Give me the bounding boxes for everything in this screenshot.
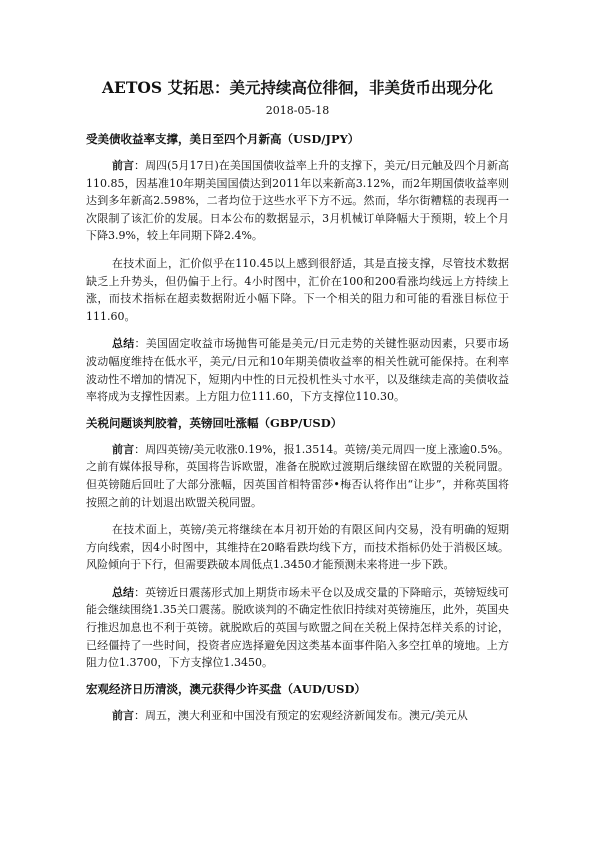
paragraph-lead: 前言 (112, 708, 134, 722)
paragraph (86, 335, 509, 405)
paragraph-text: 英镑近日震荡形式加上期货市场未平仓以及成交量的下降暗示，英镑短线可能会继续围绕1.35关口震荡。脱欧谈判的不确定性依旧持续对英镑施压，此外，英国央行推迟加息也不利于英镑。就脱欧后的英国与欧盟之间在关税上保持怎样关系的讨论，已经僵持了一些时间，投资者应选择避免因这类基本面事件陷入多空扛单的境地。上方阻力位1.3700，下方支撑位1.3450。 (86, 585, 510, 670)
document-title: AETOS 艾拓思：美元持续高位徘徊，非美货币出现分化 (102, 78, 493, 97)
paragraph-lead-separator: ： (134, 442, 146, 456)
paragraph-lead-separator: ： (134, 585, 146, 599)
section-gbp-usd (86, 416, 509, 672)
paragraph (86, 255, 509, 325)
paragraph-text: 周四(5月17日)在美国国债收益率上升的支撑下，美元/日元触及四个月新高110.85，因基准10年期美国国债达到2011年以来新高3.12%，而2年期国债收益率则达到多年新高2.598%，二者均位于这些水平下方不远。然而，华尔街糟糕的表现再一次限制了该汇价的发展。日本公布的数据显示，3月机械订单降幅大于预期，较上个月下降3.9%，较上年同期下降2.4%。 (86, 159, 510, 243)
paragraph-text: 在技术面上，英镑/美元将继续在本月初开始的有限区间内交易，没有明确的短期方向线索，因4小时图中，其维持在20略看跌均线下方，而技术指标仍处于消极区域。风险倾向于下行，但需要跌破本周低点1.3450才能预测未来将进一步下跌。 (86, 523, 509, 572)
section-heading: 关税问题谈判胶着，英镑回吐涨幅（GBP/USD） (86, 415, 343, 430)
paragraph-text: 美国固定收益市场抛售可能是美元/日元走势的关键性驱动因素，只要市场波动幅度维持在低水平，美元/日元和10年期美债收益率的相关性就可能保持。在利率波动性不增加的情况下，短期内中性的日元投机性头寸水平，以及继续走高的美债收益率将成为支撑性因素。上方阻力位111.60，下方支撑位110.30。 (86, 337, 510, 404)
paragraph-text: 周四英镑/美元收涨0.19%，报1.3514。英镑/美元周四一度上涨逾0.5%。之前有媒体报导称，英国将告诉欧盟，准备在脱欧过渡期后继续留在欧盟的关税同盟。但英镑随后回吐了大部分涨幅，因英国首相特雷莎•梅否认将作出“让步”，并称英国将按照之前的计划退出欧盟关税同盟。 (86, 442, 510, 509)
paragraph-text: 周五，澳大利亚和中国没有预定的宏观经济新闻发布。澳元/美元从 (145, 708, 468, 722)
paragraph (86, 157, 509, 245)
paragraph-lead-separator: ： (134, 337, 146, 351)
paragraph-lead-separator: ： (134, 159, 146, 172)
section-aud-usd (86, 682, 509, 725)
paragraph (86, 584, 509, 672)
paragraph-lead-separator: ： (134, 708, 145, 722)
paragraph-lead: 前言 (112, 442, 135, 456)
section-heading: 受美债收益率支撑，美日至四个月新高（USD/JPY） (86, 132, 360, 146)
document-date: 2018-05-18 (265, 104, 330, 117)
paragraph-lead: 总结 (112, 337, 135, 351)
paragraph-text: 在技术面上，汇价似乎在110.45以上感到很舒适，其是直接支撑，尽管技术数据缺乏上升势头，但仍偏于上行。4小时图中，汇价在100和200看涨均线远上方持续上涨，而技术指标在超卖数据附近小幅下降。下一个相关的阻力和可能的看涨目标位于111.60。 (86, 256, 509, 323)
paragraph (86, 707, 509, 725)
paragraph (86, 521, 509, 574)
paragraph-lead: 总结 (112, 585, 135, 599)
paragraph-lead: 前言 (112, 159, 135, 172)
section-usd-jpy (86, 132, 509, 406)
paragraph (86, 441, 509, 511)
section-heading: 宏观经济日历清淡，澳元获得少许买盘（AUD/USD） (86, 681, 366, 696)
